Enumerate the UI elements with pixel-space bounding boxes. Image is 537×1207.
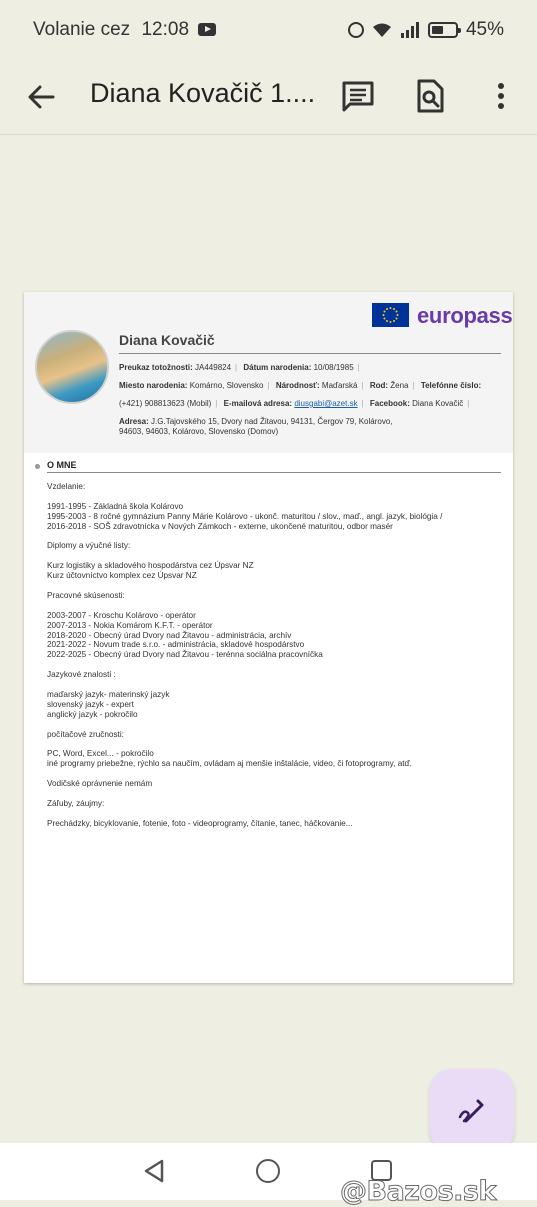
name-divider xyxy=(119,353,501,354)
body-line: Kurz účtovníctvo komplex cez Úpsvar NZ xyxy=(47,571,197,581)
body-line: slovenský jazyk - expert xyxy=(47,699,134,709)
about-me-text xyxy=(47,482,497,829)
phone-label: Telefónne číslo: xyxy=(420,381,482,390)
back-arrow-icon[interactable] xyxy=(26,82,56,112)
status-bar xyxy=(0,0,537,60)
info-row-1: Preukaz totožnosti: JA449824 | Dátum narodenia: 10/08/1985 | xyxy=(119,363,360,372)
body-line: Kurz logistiky a skladového hospodárstva cez Úpsvar NZ xyxy=(47,561,254,571)
body-blank-line xyxy=(47,809,497,819)
gender-label: Rod: xyxy=(369,381,389,390)
body-blank-line xyxy=(47,789,497,799)
europass-logo: europass xyxy=(417,303,513,328)
info-row-2: Miesto narodenia: Komárno, Slovensko | Národnosť: Maďarská | Rod: Žena | Telefónne číslo: xyxy=(119,381,482,390)
id-value: JA449824 xyxy=(195,363,232,372)
body-line: PC, Word, Excel... - pokročilo xyxy=(47,749,154,759)
id-label: Preukaz totožnosti: xyxy=(119,363,193,372)
section-divider xyxy=(47,472,501,473)
body-blank-line xyxy=(47,680,497,690)
email-link[interactable]: diusgabi@azet.sk xyxy=(294,399,358,408)
body-blank-line xyxy=(47,739,497,749)
body-line: Diplomy a výučné listy: xyxy=(47,541,131,551)
body-line: maďarský jazyk- materinský jazyk xyxy=(47,689,170,699)
more-vert-icon[interactable] xyxy=(483,78,519,114)
address-label: Adresa: xyxy=(119,417,149,426)
facebook-label: Facebook: xyxy=(369,399,410,408)
body-line: Pracovné skúsenosti: xyxy=(47,590,125,600)
alarm-icon xyxy=(348,22,364,38)
address-value-1: J.G.Tajovského 15, Dvory nad Žitavou, 94131, Čergov 79, Kolárovo, xyxy=(151,417,393,426)
status-right xyxy=(348,19,504,41)
edit-pen-icon xyxy=(456,1095,488,1127)
body-line: 1991-1995 - Základná škola Kolárovo xyxy=(47,501,184,511)
profile-photo xyxy=(35,330,109,404)
nav-home-icon[interactable] xyxy=(256,1159,280,1183)
nationality-label: Národnosť: xyxy=(275,381,320,390)
body-line: 2007-2013 - Nokia Komárom K.F.T. - operátor xyxy=(47,620,213,630)
body-blank-line xyxy=(47,492,497,502)
body-line: Jazykové znalosti : xyxy=(47,670,116,680)
body-line: Záľuby, záujmy: xyxy=(47,798,105,808)
info-row-3: (+421) 908813623 (Mobil) | E-mailová adresa: diusgabi@azet.sk | Facebook: Diana Kovačič | xyxy=(119,399,470,408)
annotate-fab[interactable] xyxy=(430,1069,514,1153)
battery-icon xyxy=(428,22,458,38)
body-blank-line xyxy=(47,720,497,730)
body-blank-line xyxy=(47,551,497,561)
phone-value: (+421) 908813623 (Mobil) xyxy=(119,399,212,408)
wifi-icon xyxy=(372,22,392,38)
body-line: 2021-2022 - Novum trade s.r.o. - administrácia, skladové hospodárstvo xyxy=(47,640,305,650)
body-blank-line xyxy=(47,581,497,591)
document-title: Diana Kovačič 1.... xyxy=(90,78,316,108)
dob-value: 10/08/1985 xyxy=(313,363,354,372)
cv-name: Diana Kovačič xyxy=(119,332,215,348)
bazos-watermark: @Bazos.sk xyxy=(340,1176,496,1207)
body-line: Vodičské oprávnenie nemám xyxy=(47,779,153,789)
body-line: 2022-2025 - Obecný úrad Dvory nad Žitavou - terénna sociálna pracovníčka xyxy=(47,650,323,660)
signal-icon xyxy=(400,22,420,38)
body-line: iné programy priebežne, rýchlo sa naučím, ovládam aj menšie inštalácie, video, či fotoprogramy, atď. xyxy=(47,759,412,769)
nationality-value: Maďarská xyxy=(321,381,358,390)
body-line: 1995-2003 - 8 ročné gymnázium Panny Márie Kolárovo - ukonč. maturitou / slov., maď., angl. jazyk, biológia / xyxy=(47,511,443,521)
comments-icon[interactable] xyxy=(340,78,376,114)
body-line: Prechádzky, bicyklovanie, fotenie, foto - videoprogramy, čítanie, tanec, háčkovanie... xyxy=(47,818,353,828)
find-in-page-icon[interactable] xyxy=(412,78,448,114)
battery-percent: 45% xyxy=(465,19,504,40)
body-blank-line xyxy=(47,532,497,542)
body-line: počítačové zručnosti: xyxy=(47,729,124,739)
email-label: E-mailová adresa: xyxy=(223,399,293,408)
address-value-2: 94603, 94603, Kolárovo, Slovensko (Domov) xyxy=(119,427,279,436)
clock: 12:08 xyxy=(141,19,190,40)
body-line: 2003-2007 - Kroschu Kolárovo - operátor xyxy=(47,610,196,620)
body-line: Vzdelanie: xyxy=(47,482,86,491)
nav-back-icon[interactable] xyxy=(143,1159,165,1183)
body-blank-line xyxy=(47,769,497,779)
body-line: 2018-2020 - Obecný úrad Dvory nad Žitavou - administrácia, archív xyxy=(47,630,292,640)
app-bar xyxy=(0,60,537,135)
body-blank-line xyxy=(47,660,497,670)
pob-value: Komárno, Slovensko xyxy=(189,381,264,390)
facebook-value: Diana Kovačič xyxy=(412,399,464,408)
section-bullet xyxy=(35,464,40,469)
eu-flag-logo xyxy=(372,303,409,327)
dob-label: Dátum narodenia: xyxy=(243,363,312,372)
body-blank-line xyxy=(47,601,497,611)
info-row-4 xyxy=(119,417,499,437)
carrier-label: Volanie cez xyxy=(33,19,131,40)
body-line: 2016-2018 - SOŠ zdravotnícka v Nových Zámkoch - externe, ukončené maturitou, odbor masér xyxy=(47,521,393,531)
gender-value: Žena xyxy=(390,381,409,390)
pob-label: Miesto narodenia: xyxy=(119,381,188,390)
status-left xyxy=(33,19,216,41)
cv-header xyxy=(24,292,513,453)
body-line: anglický jazyk - pokročilo xyxy=(47,709,138,719)
section-title: O MNE xyxy=(47,460,77,470)
youtube-icon xyxy=(198,23,216,36)
document-page[interactable] xyxy=(24,292,513,983)
